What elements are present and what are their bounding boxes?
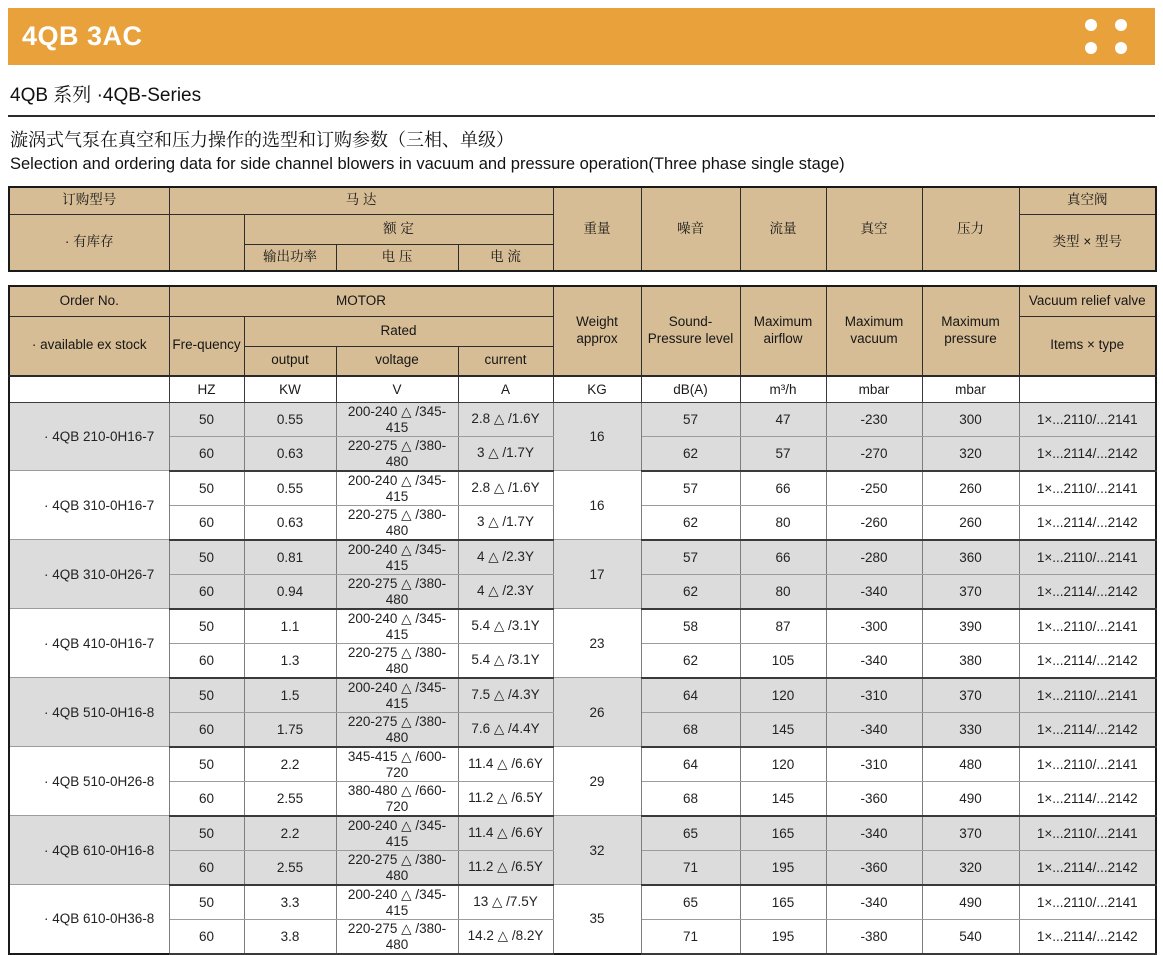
current-cell: 13 △ /7.5Y bbox=[458, 885, 553, 920]
noise-cell: 64 bbox=[641, 747, 740, 782]
current-cell: 2.8 △ /1.6Y bbox=[458, 471, 553, 506]
unit-vacuum: mbar bbox=[826, 376, 922, 402]
current-cell: 5.4 △ /3.1Y bbox=[458, 643, 553, 678]
valve-cell: 1×...2114/...2142 bbox=[1019, 781, 1156, 816]
order-no-cell: · 4QB 510-0H16-8 bbox=[9, 678, 169, 747]
output-cell: 2.55 bbox=[244, 781, 336, 816]
current-cell: 2.8 △ /1.6Y bbox=[458, 402, 553, 436]
pressure-cell: 370 bbox=[922, 816, 1019, 851]
output-cell: 0.81 bbox=[244, 540, 336, 575]
frequency-cell: 60 bbox=[169, 574, 244, 609]
valve-cell: 1×...2114/...2142 bbox=[1019, 643, 1156, 678]
order-no-cell: · 4QB 610-0H36-8 bbox=[9, 885, 169, 954]
noise-cell: 62 bbox=[641, 436, 740, 471]
zh-motor-header: 马 达 bbox=[169, 187, 553, 214]
frequency-cell: 50 bbox=[169, 747, 244, 782]
airflow-cell: 195 bbox=[740, 850, 826, 885]
page-header-bar bbox=[8, 8, 1155, 65]
airflow-cell: 145 bbox=[740, 781, 826, 816]
output-cell: 2.55 bbox=[244, 850, 336, 885]
voltage-cell: 220-275 △ /380-480 bbox=[336, 919, 458, 954]
output-cell: 0.94 bbox=[244, 574, 336, 609]
noise-cell: 62 bbox=[641, 505, 740, 540]
frequency-cell: 50 bbox=[169, 471, 244, 506]
en-order-no-header: Order No. bbox=[9, 286, 169, 316]
pressure-cell: 330 bbox=[922, 712, 1019, 747]
weight-cell: 23 bbox=[553, 609, 641, 678]
table-row bbox=[9, 402, 1156, 436]
table-row bbox=[9, 609, 1156, 644]
voltage-cell: 220-275 △ /380-480 bbox=[336, 574, 458, 609]
zh-available-header: · 有库存 bbox=[9, 214, 169, 271]
airflow-cell: 47 bbox=[740, 402, 826, 436]
frequency-cell: 50 bbox=[169, 402, 244, 436]
weight-cell: 32 bbox=[553, 816, 641, 885]
frequency-cell: 60 bbox=[169, 712, 244, 747]
en-available-header: · available ex stock bbox=[9, 316, 169, 376]
en-current-header: current bbox=[458, 346, 553, 376]
noise-cell: 65 bbox=[641, 816, 740, 851]
voltage-cell: 220-275 △ /380-480 bbox=[336, 505, 458, 540]
unit-pressure: mbar bbox=[922, 376, 1019, 402]
frequency-cell: 60 bbox=[169, 850, 244, 885]
vacuum-cell: -340 bbox=[826, 643, 922, 678]
voltage-cell: 200-240 △ /345-415 bbox=[336, 885, 458, 920]
pressure-cell: 490 bbox=[922, 885, 1019, 920]
voltage-cell: 220-275 △ /380-480 bbox=[336, 712, 458, 747]
noise-cell: 68 bbox=[641, 712, 740, 747]
frequency-cell: 50 bbox=[169, 609, 244, 644]
zh-rated-header: 额 定 bbox=[244, 214, 553, 244]
output-cell: 0.55 bbox=[244, 471, 336, 506]
vacuum-cell: -270 bbox=[826, 436, 922, 471]
airflow-cell: 80 bbox=[740, 574, 826, 609]
vacuum-cell: -360 bbox=[826, 850, 922, 885]
unit-output: KW bbox=[244, 376, 336, 402]
noise-cell: 64 bbox=[641, 678, 740, 713]
valve-cell: 1×...2110/...2141 bbox=[1019, 402, 1156, 436]
airflow-cell: 165 bbox=[740, 885, 826, 920]
airflow-cell: 66 bbox=[740, 540, 826, 575]
zh-flow-header: 流量 bbox=[740, 187, 826, 271]
pressure-cell: 370 bbox=[922, 678, 1019, 713]
data-rows bbox=[9, 402, 1156, 954]
vacuum-cell: -340 bbox=[826, 712, 922, 747]
weight-cell: 16 bbox=[553, 471, 641, 540]
subtitle-english: Selection and ordering data for side channel blowers in vacuum and pressure operation(Three phase single stage) bbox=[10, 155, 845, 173]
voltage-cell: 200-240 △ /345-415 bbox=[336, 402, 458, 436]
airflow-cell: 145 bbox=[740, 712, 826, 747]
current-cell: 4 △ /2.3Y bbox=[458, 540, 553, 575]
unit-valve-blank bbox=[1019, 376, 1156, 402]
frequency-cell: 50 bbox=[169, 540, 244, 575]
weight-cell: 16 bbox=[553, 402, 641, 471]
frequency-cell: 60 bbox=[169, 643, 244, 678]
airflow-cell: 165 bbox=[740, 816, 826, 851]
pressure-cell: 490 bbox=[922, 781, 1019, 816]
zh-vacuum-header: 真空 bbox=[826, 187, 922, 271]
vacuum-cell: -310 bbox=[826, 678, 922, 713]
dot-icon bbox=[1115, 19, 1127, 31]
valve-cell: 1×...2110/...2141 bbox=[1019, 471, 1156, 506]
output-cell: 0.55 bbox=[244, 402, 336, 436]
voltage-cell: 220-275 △ /380-480 bbox=[336, 436, 458, 471]
airflow-cell: 87 bbox=[740, 609, 826, 644]
en-noise-header: Sound-Pressure level bbox=[641, 286, 740, 376]
zh-voltage-header: 电 压 bbox=[336, 244, 458, 271]
zh-weight-header: 重量 bbox=[553, 187, 641, 271]
en-output-header: output bbox=[244, 346, 336, 376]
voltage-cell: 380-480 △ /660-720 bbox=[336, 781, 458, 816]
current-cell: 11.2 △ /6.5Y bbox=[458, 850, 553, 885]
output-cell: 3.3 bbox=[244, 885, 336, 920]
zh-output-header: 输出功率 bbox=[244, 244, 336, 271]
valve-cell: 1×...2110/...2141 bbox=[1019, 885, 1156, 920]
unit-frequency: HZ bbox=[169, 376, 244, 402]
airflow-cell: 195 bbox=[740, 919, 826, 954]
zh-valve-header: 真空阀 bbox=[1019, 187, 1156, 214]
frequency-cell: 60 bbox=[169, 505, 244, 540]
zh-valve-type-header: 类型 × 型号 bbox=[1019, 214, 1156, 271]
pressure-cell: 260 bbox=[922, 471, 1019, 506]
pressure-cell: 260 bbox=[922, 505, 1019, 540]
unit-current: A bbox=[458, 376, 553, 402]
output-cell: 0.63 bbox=[244, 505, 336, 540]
en-weight-header: Weight approx bbox=[553, 286, 641, 376]
vacuum-cell: -340 bbox=[826, 816, 922, 851]
noise-cell: 58 bbox=[641, 609, 740, 644]
output-cell: 2.2 bbox=[244, 747, 336, 782]
current-cell: 3 △ /1.7Y bbox=[458, 436, 553, 471]
unit-voltage: V bbox=[336, 376, 458, 402]
table-row bbox=[9, 747, 1156, 782]
table-row bbox=[9, 540, 1156, 575]
order-no-cell: · 4QB 310-0H16-7 bbox=[9, 471, 169, 540]
en-valve-header: Vacuum relief valve bbox=[1019, 286, 1156, 316]
valve-cell: 1×...2110/...2141 bbox=[1019, 609, 1156, 644]
noise-cell: 71 bbox=[641, 919, 740, 954]
frequency-cell: 60 bbox=[169, 781, 244, 816]
frequency-cell: 50 bbox=[169, 678, 244, 713]
noise-cell: 62 bbox=[641, 643, 740, 678]
page-title: 4QB 3AC bbox=[22, 21, 143, 51]
current-cell: 14.2 △ /8.2Y bbox=[458, 919, 553, 954]
valve-cell: 1×...2114/...2142 bbox=[1019, 919, 1156, 954]
unit-weight: KG bbox=[553, 376, 641, 402]
dot-icon bbox=[1085, 42, 1097, 54]
four-dot-grid-icon bbox=[1085, 19, 1127, 54]
pressure-cell: 390 bbox=[922, 609, 1019, 644]
en-motor-header: MOTOR bbox=[169, 286, 553, 316]
vacuum-cell: -340 bbox=[826, 574, 922, 609]
zh-frequency-header-blank bbox=[169, 214, 244, 271]
current-cell: 7.5 △ /4.3Y bbox=[458, 678, 553, 713]
order-no-cell: · 4QB 410-0H16-7 bbox=[9, 609, 169, 678]
vacuum-cell: -340 bbox=[826, 885, 922, 920]
pressure-cell: 320 bbox=[922, 850, 1019, 885]
noise-cell: 68 bbox=[641, 781, 740, 816]
weight-cell: 26 bbox=[553, 678, 641, 747]
frequency-cell: 60 bbox=[169, 919, 244, 954]
current-cell: 11.4 △ /6.6Y bbox=[458, 816, 553, 851]
current-cell: 11.4 △ /6.6Y bbox=[458, 747, 553, 782]
airflow-cell: 66 bbox=[740, 471, 826, 506]
noise-cell: 57 bbox=[641, 540, 740, 575]
dot-icon bbox=[1115, 42, 1127, 54]
valve-cell: 1×...2110/...2141 bbox=[1019, 540, 1156, 575]
divider bbox=[8, 115, 1155, 117]
pressure-cell: 540 bbox=[922, 919, 1019, 954]
vacuum-cell: -280 bbox=[826, 540, 922, 575]
en-valve-type-header: Items × type bbox=[1019, 316, 1156, 376]
current-cell: 3 △ /1.7Y bbox=[458, 505, 553, 540]
weight-cell: 35 bbox=[553, 885, 641, 954]
selection-data-table bbox=[8, 285, 1157, 955]
vacuum-cell: -360 bbox=[826, 781, 922, 816]
frequency-cell: 60 bbox=[169, 436, 244, 471]
airflow-cell: 120 bbox=[740, 747, 826, 782]
zh-noise-header: 噪音 bbox=[641, 187, 740, 271]
units-row bbox=[9, 376, 1156, 402]
airflow-cell: 120 bbox=[740, 678, 826, 713]
table-row bbox=[9, 885, 1156, 920]
unit-airflow: m³/h bbox=[740, 376, 826, 402]
noise-cell: 65 bbox=[641, 885, 740, 920]
vacuum-cell: -250 bbox=[826, 471, 922, 506]
airflow-cell: 57 bbox=[740, 436, 826, 471]
current-cell: 7.6 △ /4.4Y bbox=[458, 712, 553, 747]
en-frequency-header: Fre-quency bbox=[169, 316, 244, 376]
vacuum-cell: -300 bbox=[826, 609, 922, 644]
table-header-chinese bbox=[8, 186, 1157, 272]
output-cell: 0.63 bbox=[244, 436, 336, 471]
en-vacuum-header: Maximum vacuum bbox=[826, 286, 922, 376]
weight-cell: 17 bbox=[553, 540, 641, 609]
current-cell: 5.4 △ /3.1Y bbox=[458, 609, 553, 644]
output-cell: 1.3 bbox=[244, 643, 336, 678]
table-row bbox=[9, 471, 1156, 506]
order-no-cell: · 4QB 210-0H16-7 bbox=[9, 402, 169, 471]
voltage-cell: 200-240 △ /345-415 bbox=[336, 540, 458, 575]
valve-cell: 1×...2110/...2141 bbox=[1019, 747, 1156, 782]
voltage-cell: 200-240 △ /345-415 bbox=[336, 471, 458, 506]
order-no-cell: · 4QB 310-0H26-7 bbox=[9, 540, 169, 609]
frequency-cell: 50 bbox=[169, 885, 244, 920]
output-cell: 1.75 bbox=[244, 712, 336, 747]
table-row bbox=[9, 816, 1156, 851]
current-cell: 4 △ /2.3Y bbox=[458, 574, 553, 609]
vacuum-cell: -260 bbox=[826, 505, 922, 540]
unit-noise: dB(A) bbox=[641, 376, 740, 402]
frequency-cell: 50 bbox=[169, 816, 244, 851]
pressure-cell: 300 bbox=[922, 402, 1019, 436]
en-rated-header: Rated bbox=[244, 316, 553, 346]
noise-cell: 71 bbox=[641, 850, 740, 885]
order-no-cell: · 4QB 510-0H26-8 bbox=[9, 747, 169, 816]
voltage-cell: 220-275 △ /380-480 bbox=[336, 850, 458, 885]
pressure-cell: 370 bbox=[922, 574, 1019, 609]
table-header-english bbox=[9, 286, 1156, 402]
unit-order-blank bbox=[9, 376, 169, 402]
valve-cell: 1×...2110/...2141 bbox=[1019, 678, 1156, 713]
weight-cell: 29 bbox=[553, 747, 641, 816]
valve-cell: 1×...2114/...2142 bbox=[1019, 505, 1156, 540]
airflow-cell: 80 bbox=[740, 505, 826, 540]
zh-order-no-header: 订购型号 bbox=[9, 187, 169, 214]
vacuum-cell: -230 bbox=[826, 402, 922, 436]
valve-cell: 1×...2110/...2141 bbox=[1019, 816, 1156, 851]
zh-current-header: 电 流 bbox=[458, 244, 553, 271]
order-no-cell: · 4QB 610-0H16-8 bbox=[9, 816, 169, 885]
voltage-cell: 220-275 △ /380-480 bbox=[336, 643, 458, 678]
output-cell: 2.2 bbox=[244, 816, 336, 851]
vacuum-cell: -310 bbox=[826, 747, 922, 782]
current-cell: 11.2 △ /6.5Y bbox=[458, 781, 553, 816]
en-voltage-header: voltage bbox=[336, 346, 458, 376]
subtitle-chinese: 漩涡式气泵在真空和压力操作的选型和订购参数（三相、单级） bbox=[10, 130, 514, 150]
vacuum-cell: -380 bbox=[826, 919, 922, 954]
noise-cell: 62 bbox=[641, 574, 740, 609]
voltage-cell: 200-240 △ /345-415 bbox=[336, 609, 458, 644]
zh-pressure-header: 压力 bbox=[922, 187, 1019, 271]
voltage-cell: 200-240 △ /345-415 bbox=[336, 816, 458, 851]
noise-cell: 57 bbox=[641, 471, 740, 506]
valve-cell: 1×...2114/...2142 bbox=[1019, 850, 1156, 885]
airflow-cell: 105 bbox=[740, 643, 826, 678]
series-heading: 4QB 系列 ·4QB-Series bbox=[10, 85, 202, 106]
output-cell: 1.1 bbox=[244, 609, 336, 644]
pressure-cell: 320 bbox=[922, 436, 1019, 471]
dot-icon bbox=[1085, 19, 1097, 31]
voltage-cell: 345-415 △ /600-720 bbox=[336, 747, 458, 782]
en-pressure-header: Maximum pressure bbox=[922, 286, 1019, 376]
output-cell: 1.5 bbox=[244, 678, 336, 713]
valve-cell: 1×...2114/...2142 bbox=[1019, 574, 1156, 609]
valve-cell: 1×...2114/...2142 bbox=[1019, 436, 1156, 471]
pressure-cell: 480 bbox=[922, 747, 1019, 782]
table-row bbox=[9, 678, 1156, 713]
pressure-cell: 360 bbox=[922, 540, 1019, 575]
en-airflow-header: Maximum airflow bbox=[740, 286, 826, 376]
valve-cell: 1×...2114/...2142 bbox=[1019, 712, 1156, 747]
pressure-cell: 380 bbox=[922, 643, 1019, 678]
voltage-cell: 200-240 △ /345-415 bbox=[336, 678, 458, 713]
output-cell: 3.8 bbox=[244, 919, 336, 954]
noise-cell: 57 bbox=[641, 402, 740, 436]
